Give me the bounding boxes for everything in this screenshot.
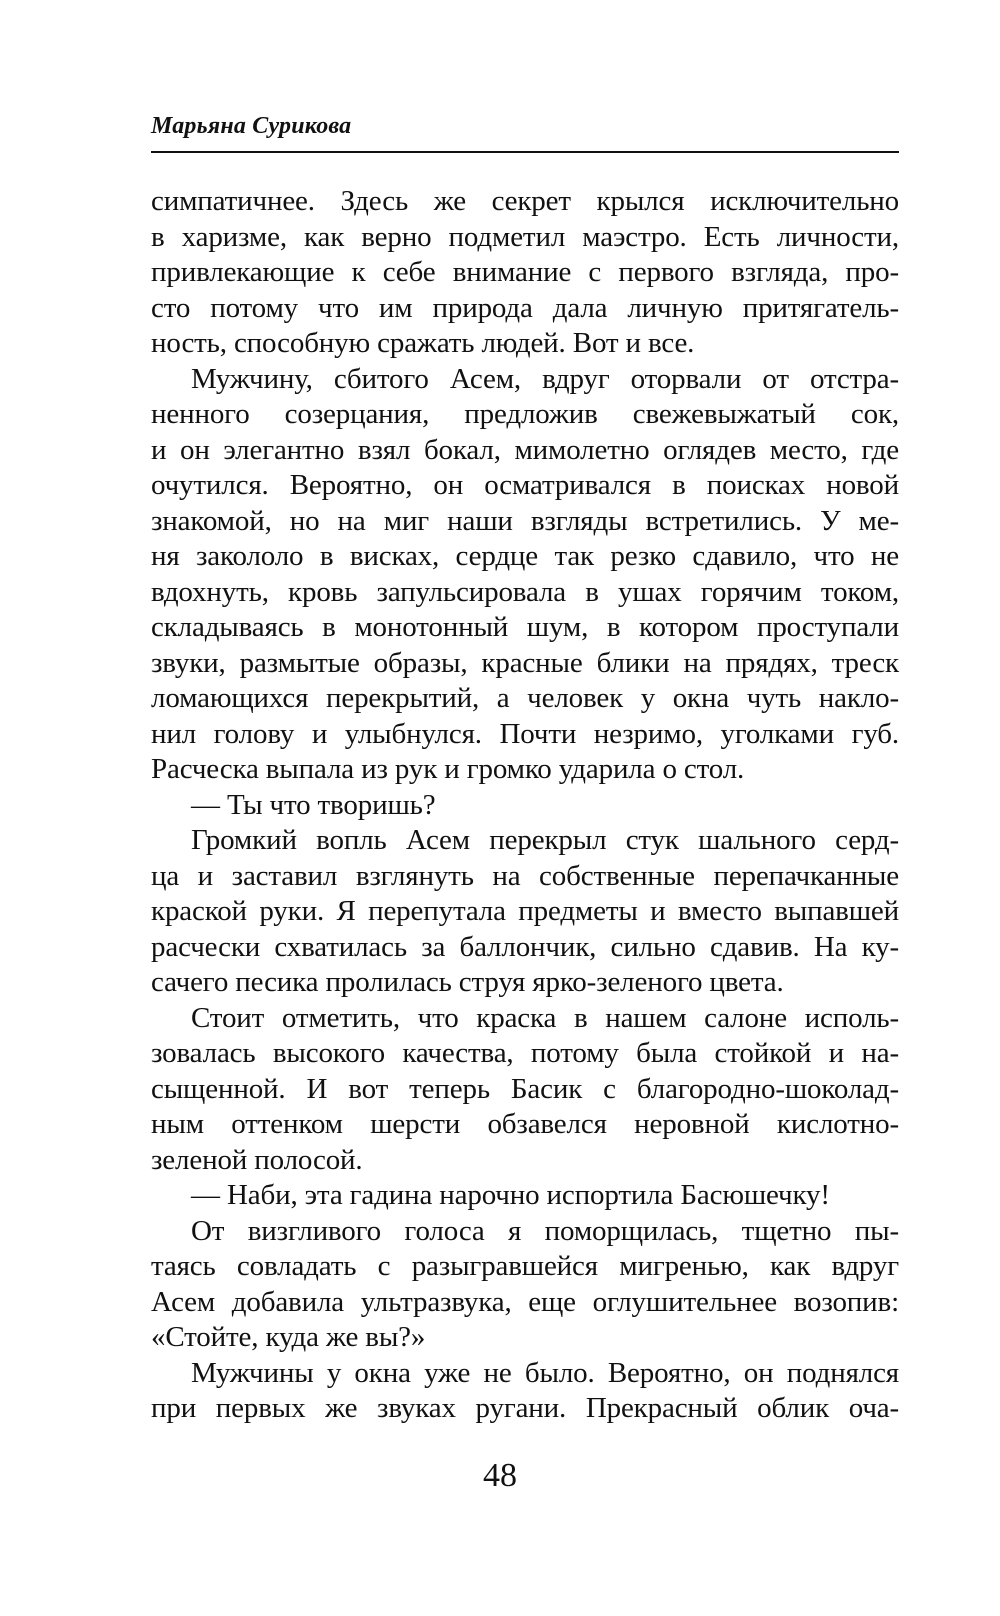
text-line: Стоит отметить, что краска в нашем салоне исполь- — [191, 1001, 899, 1034]
text-line: складываясь в монотонный шум, в котором проступали — [151, 611, 899, 643]
text-line: при первых же звуках ругани. Прекрасный облик оча- — [151, 1392, 899, 1424]
text-line: ломающихся перекрытий, а человек у окна чуть накло- — [151, 682, 899, 714]
text-line: От визгливого голоса я поморщилась, тщетно пы- — [191, 1214, 899, 1247]
text-line: в харизме, как верно подметил маэстро. Есть личности, — [151, 220, 899, 253]
text-line: ца и заставил взглянуть на собственные перепачканные — [151, 859, 899, 892]
text-line: Мужчину, сбитого Асем, вдруг оторвали от отстра- — [191, 362, 899, 395]
running-header-author: Марьяна Сурикова — [151, 113, 352, 139]
text-line: — Наби, эта гадина нарочно испортила Басюшечку! — [191, 1179, 830, 1211]
text-line: «Стойте, куда же вы?» — [151, 1321, 426, 1353]
text-line: зеленой полосой. — [151, 1143, 363, 1176]
text-line: ненного созерцания, предложив свежевыжатый сок, — [151, 398, 899, 430]
text-line: нил голову и улыбнулся. Почти незримо, уголками губ. — [151, 717, 899, 750]
header-divider — [151, 151, 899, 153]
page-number: 48 — [483, 1457, 517, 1494]
text-line: ным оттенком шерсти обзавелся неровной кислотно- — [151, 1108, 899, 1140]
text-line: вдохнуть, кровь запульсировала в ушах горячим током, — [151, 575, 899, 608]
text-line: краской руки. Я перепутала предметы и вместо выпавшей — [151, 895, 899, 927]
text-line: звуки, размытые образы, красные блики на прядях, треск — [151, 646, 899, 679]
text-line: расчески схватилась за баллончик, сильно сдавив. На ку- — [151, 930, 899, 963]
text-line: сыщенной. И вот теперь Басик с благородно-шоколад- — [151, 1072, 899, 1105]
text-line: симпатичнее. Здесь же секрет крылся исключительно — [151, 185, 899, 217]
text-line: Громкий вопль Асем перекрыл стук шального серд- — [191, 824, 899, 856]
text-line: ня закололо в висках, сердце так резко сдавило, что не — [151, 540, 899, 572]
text-line: сачего песика пролилась струя ярко-зеленого цвета. — [151, 966, 784, 998]
text-line: Расческа выпала из рук и громко ударила о стол. — [151, 753, 745, 785]
text-line: Мужчины у окна уже не было. Вероятно, он поднялся — [191, 1356, 899, 1389]
text-line: — Ты что творишь? — [191, 788, 436, 821]
text-line: таясь совладать с разыгравшейся мигренью, как вдруг — [151, 1250, 899, 1282]
text-line: знакомой, но на миг наши взгляды встретились. У ме- — [151, 504, 899, 537]
text-line: Асем добавила ультразвука, еще оглушительнее возопив: — [151, 1285, 899, 1318]
body-text — [151, 184, 899, 1427]
text-line: и он элегантно взял бокал, мимолетно оглядев место, где — [151, 433, 899, 466]
text-line: привлекающие к себе внимание с первого взгляда, про- — [151, 256, 899, 288]
text-line: ность, способную сражать людей. Вот и все. — [151, 327, 695, 359]
text-line: сто потому что им природа дала личную притягатель- — [151, 291, 899, 324]
text-line: зовалась высокого качества, потому была стойкой и на- — [151, 1037, 899, 1069]
text-line: очутился. Вероятно, он осматривался в поисках новой — [151, 469, 899, 501]
